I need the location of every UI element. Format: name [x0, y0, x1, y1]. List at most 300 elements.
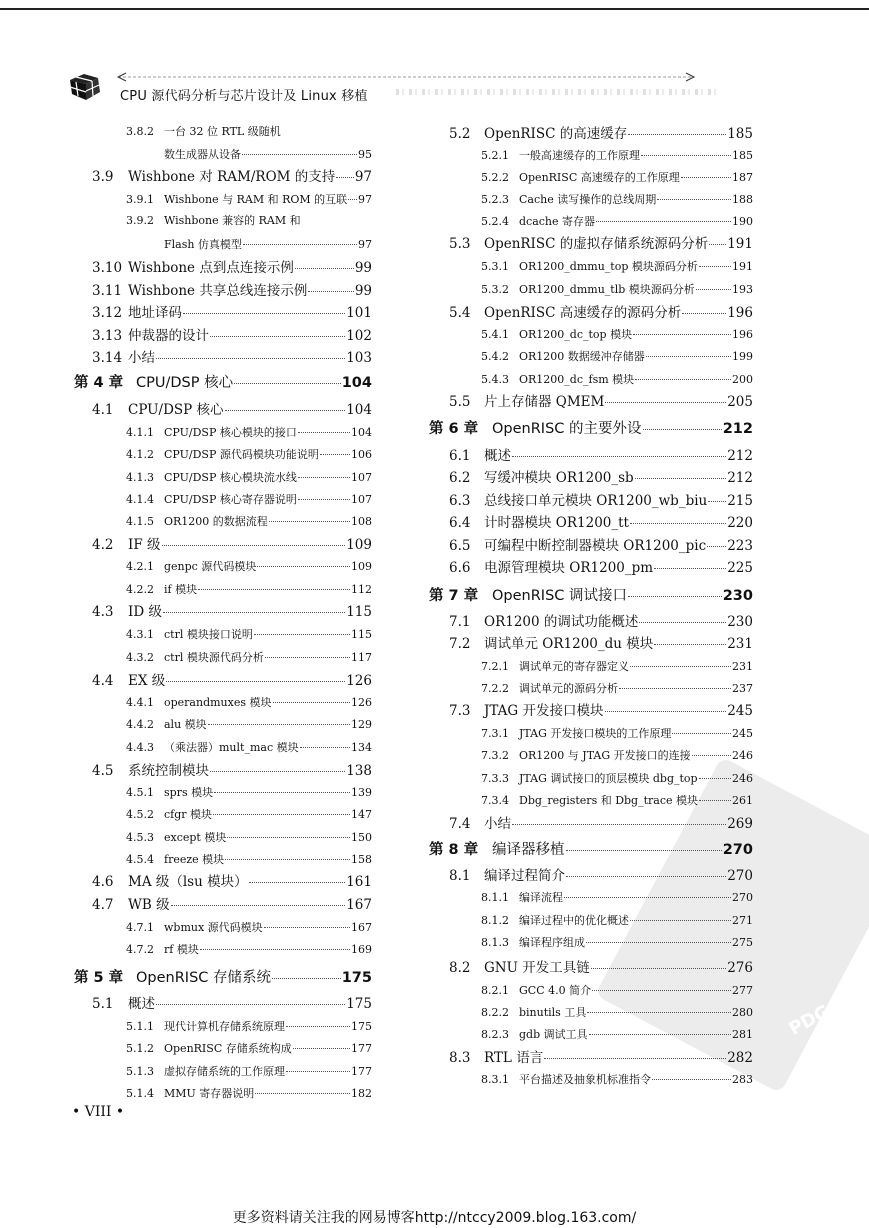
toc-title: EX 级: [128, 673, 166, 689]
toc-number: 5.1.1: [126, 1020, 154, 1033]
toc-page-number: 139: [351, 786, 372, 799]
toc-entry: [92, 352, 372, 366]
toc-title: sprs 模块: [164, 786, 214, 799]
toc-number: 6.5: [449, 538, 471, 554]
toc-page-number: 246: [732, 772, 753, 785]
toc-number: 4.1.2: [126, 448, 154, 461]
toc-page-number: 230: [722, 588, 753, 604]
toc-entry: [126, 697, 372, 708]
toc-page-number: 277: [732, 984, 753, 997]
toc-number: 3.9.2: [126, 214, 154, 227]
toc-number: 5.4.3: [481, 373, 509, 386]
dot-leader: [163, 612, 345, 613]
toc-number: 5.3: [449, 236, 471, 252]
toc-title: 编译过程简介: [484, 868, 565, 884]
toc-entry: [126, 652, 372, 663]
cube-logo-icon: [66, 68, 106, 102]
toc-title: if 模块: [164, 583, 198, 596]
toc-number: 8.1.2: [481, 914, 509, 927]
toc-page-number: 177: [351, 1065, 372, 1078]
toc-page-number: 196: [727, 305, 753, 321]
toc-page-number: 185: [727, 126, 753, 142]
toc-entry: [449, 307, 753, 321]
toc-page-number: 261: [732, 794, 753, 807]
dot-leader: [255, 1093, 350, 1094]
dot-leader: [234, 383, 341, 384]
toc-title: 调试单元 OR1200_du 模块: [484, 636, 654, 652]
toc-number: 4.4.2: [126, 718, 154, 731]
dot-leader: [605, 711, 727, 712]
toc-entry: [481, 261, 753, 272]
toc-page-number: 190: [732, 215, 753, 228]
toc-page-number: 271: [732, 914, 753, 927]
dot-leader: [633, 334, 731, 335]
toc-number: 4.1: [92, 402, 114, 418]
dot-leader: [298, 432, 350, 433]
toc-title: OR1200 与 JTAG 开发接口的连接: [519, 749, 691, 762]
toc-entry: [429, 422, 753, 437]
toc-entry: [481, 172, 753, 183]
toc-title: 编译器移植: [492, 842, 565, 858]
toc-number: 4.7: [92, 897, 114, 913]
toc-number: 5.4.2: [481, 350, 509, 363]
toc-number: 8.1: [449, 868, 471, 884]
toc-entry: [126, 944, 372, 955]
toc-entry: [92, 404, 372, 418]
toc-page-number: 191: [727, 236, 753, 252]
toc-entry: [449, 818, 753, 832]
dot-leader: [566, 850, 722, 851]
toc-page-number: 104: [341, 375, 372, 391]
toc-title: MA 级（lsu 模块）: [128, 874, 248, 890]
toc-title: alu 模块: [164, 718, 207, 731]
dot-leader: [699, 266, 731, 267]
toc-title: OpenRISC 的高速缓存: [484, 126, 628, 142]
toc-title: OpenRISC 高速缓存的源码分析: [484, 305, 682, 321]
toc-title: OpenRISC 存储系统: [136, 970, 272, 986]
toc-entry: [92, 262, 372, 276]
dot-leader: [286, 1071, 350, 1072]
watermark-text: PDG: [785, 1001, 834, 1040]
toc-number: 4.5: [92, 763, 114, 779]
toc-entry: [126, 629, 372, 640]
toc-title: Wishbone 兼容的 RAM 和: [164, 214, 301, 227]
toc-number: 第 4 章: [74, 375, 124, 391]
toc-entry: [481, 683, 753, 694]
toc-number: 7.3.1: [481, 727, 509, 740]
toc-title: OR1200 数据缓冲存储器: [519, 350, 645, 363]
toc-entry: [92, 998, 372, 1012]
toc-number: 5.2.2: [481, 171, 509, 184]
toc-page-number: 115: [351, 628, 372, 641]
dot-leader: [300, 747, 350, 748]
toc-page-number: 104: [351, 426, 372, 439]
toc-title: OR1200_dc_fsm 模块: [519, 373, 635, 386]
toc-entry: [481, 150, 753, 161]
toc-number: 4.1.1: [126, 426, 154, 439]
toc-number: 8.3.1: [481, 1073, 509, 1086]
toc-entry: [481, 1007, 753, 1018]
toc-number: 7.1: [449, 614, 471, 630]
toc-number: 4.5.3: [126, 831, 154, 844]
toc-page-number: 161: [346, 874, 372, 890]
toc-number: 7.2: [449, 636, 471, 652]
toc-entry: [449, 705, 753, 719]
toc-page-number: 95: [358, 148, 372, 161]
dot-leader: [242, 154, 357, 155]
toc-page-number: 126: [346, 673, 372, 689]
toc-entry: [481, 985, 753, 996]
dot-leader: [628, 596, 722, 597]
toc-title: 调试单元的寄存器定义: [519, 660, 629, 673]
toc-entry: [126, 516, 372, 527]
toc-number: 4.4.3: [126, 741, 154, 754]
toc-number: 8.2.3: [481, 1028, 509, 1041]
toc-number: 3.13: [92, 328, 123, 344]
dot-leader: [254, 634, 350, 635]
toc-title: 概述: [128, 996, 155, 1012]
toc-title: OR1200_dmmu_tlb 模块源码分析: [519, 283, 695, 296]
toc-page-number: 237: [732, 682, 753, 695]
toc-page-number: 107: [351, 471, 372, 484]
toc-entry: [481, 1029, 753, 1040]
toc-number: 6.1: [449, 448, 471, 464]
toc-entry: [126, 719, 372, 730]
dot-leader: [298, 477, 350, 478]
toc-entry: [449, 1052, 753, 1066]
dot-leader: [171, 905, 346, 906]
toc-number: 3.11: [92, 283, 123, 299]
dot-leader: [210, 771, 345, 772]
toc-entry: [126, 1043, 372, 1054]
dot-leader: [635, 379, 731, 380]
toc-entry: [449, 495, 753, 509]
toc-page-number: 109: [346, 537, 372, 553]
toc-page-number: 107: [351, 493, 372, 506]
toc-title: 一般高速缓存的工作原理: [519, 149, 640, 162]
toc-number: 5.4.1: [481, 328, 509, 341]
toc-entry: [449, 517, 753, 531]
toc-page-number: 246: [732, 749, 753, 762]
toc-number: 第 8 章: [429, 842, 479, 858]
toc-title: CPU/DSP 核心模块的接口: [164, 426, 297, 439]
dot-leader: [605, 402, 726, 403]
toc-title: Dbg_registers 和 Dbg_trace 模块: [519, 794, 699, 807]
toc-entry: [126, 472, 372, 483]
toc-entry: [481, 795, 753, 806]
toc-page-number: 182: [351, 1087, 372, 1100]
toc-title: cfgr 模块: [164, 808, 213, 821]
toc-title: Wishbone 点到点连接示例: [128, 260, 294, 276]
dot-leader: [641, 155, 731, 156]
toc-title: CPU/DSP 核心模块流水线: [164, 471, 297, 484]
dot-leader: [298, 499, 350, 500]
toc-title: OpenRISC 的虚拟存储系统源码分析: [484, 236, 709, 252]
dot-leader: [156, 358, 345, 359]
toc-title: WB 级: [128, 897, 170, 913]
toc-page-number: 158: [351, 853, 372, 866]
toc-number: 4.1.4: [126, 493, 154, 506]
toc-page-number: 283: [732, 1073, 753, 1086]
dot-leader: [566, 876, 726, 877]
toc-page-number: 106: [351, 448, 372, 461]
toc-entry: [92, 285, 372, 299]
toc-title: ctrl 模块接口说明: [164, 628, 253, 641]
toc-title: IF 级: [128, 537, 161, 553]
toc-entry: [126, 561, 372, 572]
toc-number: 7.3.2: [481, 749, 509, 762]
toc-title: operandmuxes 模块: [164, 696, 272, 709]
toc-page-number: 212: [727, 470, 753, 486]
toc-title: genpc 源代码模块: [164, 560, 257, 573]
toc-number: 6.3: [449, 493, 471, 509]
toc-page-number: 175: [351, 1020, 372, 1033]
toc-number: 6.2: [449, 470, 471, 486]
toc-page-number: 223: [727, 538, 753, 554]
dot-leader: [692, 755, 731, 756]
dot-leader: [286, 1026, 350, 1027]
toc-page-number: 109: [351, 560, 372, 573]
dot-leader: [654, 644, 726, 645]
dot-leader: [589, 1034, 731, 1035]
toc-page-number: 212: [727, 448, 753, 464]
toc-number: 7.2.2: [481, 682, 509, 695]
dot-leader: [646, 356, 731, 357]
toc-entry: [481, 216, 753, 227]
toc-title: CPU/DSP 核心: [128, 402, 224, 418]
toc-number: 8.2.2: [481, 1006, 509, 1019]
toc-page-number: 147: [351, 808, 372, 821]
dot-leader: [512, 824, 726, 825]
dot-leader: [654, 568, 726, 569]
toc-page-number: 188: [732, 193, 753, 206]
toc-title: GCC 4.0 简介: [519, 984, 592, 997]
toc-page-number: 196: [732, 328, 753, 341]
dot-leader: [183, 313, 345, 314]
toc-page-number: 270: [732, 891, 753, 904]
toc-number: 5.2.4: [481, 215, 509, 228]
toc-entry: [74, 971, 372, 986]
toc-title: 现代计算机存储系统原理: [164, 1020, 285, 1033]
dot-leader: [586, 942, 731, 943]
toc-number: 3.10: [92, 260, 123, 276]
toc-entry: [126, 215, 372, 226]
toc-entry: [164, 149, 372, 160]
toc-number: 4.1.5: [126, 515, 154, 528]
dot-leader: [707, 546, 726, 547]
toc-title: 小结: [128, 350, 155, 366]
toc-entry: [481, 773, 753, 784]
dot-leader: [657, 199, 731, 200]
dot-leader: [348, 199, 357, 200]
toc-entry: [92, 765, 372, 779]
toc-title: 概述: [484, 448, 511, 464]
running-header-title: CPU 源代码分析与芯片设计及 Linux 移植: [120, 89, 368, 104]
toc-number: 3.9.1: [126, 193, 154, 206]
toc-page-number: 225: [727, 560, 753, 576]
toc-number: 8.1.3: [481, 936, 509, 949]
toc-page-number: 102: [346, 328, 372, 344]
toc-page-number: 138: [346, 763, 372, 779]
dot-leader: [672, 733, 731, 734]
toc-title: wbmux 源代码模块: [164, 921, 263, 934]
toc-page-number: 97: [358, 193, 372, 206]
toc-page-number: 134: [351, 741, 372, 754]
toc-number: 7.2.1: [481, 660, 509, 673]
toc-entry: [126, 787, 372, 798]
dot-leader: [257, 566, 350, 567]
toc-page-number: 270: [727, 868, 753, 884]
toc-entry: [126, 742, 372, 753]
toc-page-number: 200: [732, 373, 753, 386]
top-rule: [0, 8, 869, 10]
toc-page-number: 231: [732, 660, 753, 673]
toc-title: 片上存储器 QMEM: [484, 394, 605, 410]
dot-leader: [512, 456, 726, 457]
toc-number: 5.3.1: [481, 260, 509, 273]
toc-page-number: 97: [358, 238, 372, 251]
toc-number: 4.1.3: [126, 471, 154, 484]
dot-leader: [635, 478, 727, 479]
toc-entry: [92, 539, 372, 553]
toc-title: CPU/DSP 源代码模块功能说明: [164, 448, 319, 461]
dot-leader: [208, 724, 350, 725]
toc-title: ID 级: [128, 604, 162, 620]
dot-leader: [619, 688, 731, 689]
toc-page-number: 126: [351, 696, 372, 709]
header-arrow-rule: [116, 72, 696, 82]
toc-title: CPU/DSP 核心寄存器说明: [164, 493, 297, 506]
dot-leader: [264, 927, 350, 928]
dot-leader: [592, 990, 731, 991]
dot-leader: [696, 289, 731, 290]
dot-leader: [320, 454, 350, 455]
toc-number: 5.1.4: [126, 1087, 154, 1100]
toc-page-number: 177: [351, 1042, 372, 1055]
dot-leader: [699, 778, 731, 779]
toc-entry: [126, 1066, 372, 1077]
toc-page-number: 169: [351, 943, 372, 956]
toc-entry: [449, 238, 753, 252]
toc-number: 4.4.1: [126, 696, 154, 709]
toc-number: 4.2.1: [126, 560, 154, 573]
toc-title: JTAG 开发接口模块的工作原理: [519, 727, 672, 740]
toc-page-number: 275: [732, 936, 753, 949]
toc-entry: [126, 1021, 372, 1032]
dot-leader: [628, 134, 726, 135]
dot-leader: [210, 336, 345, 337]
dot-leader: [681, 177, 731, 178]
toc-number: 第 7 章: [429, 588, 479, 604]
toc-number: 8.2.1: [481, 984, 509, 997]
toc-page-number: 175: [346, 996, 372, 1012]
dot-leader: [699, 800, 731, 801]
toc-page-number: 150: [351, 831, 372, 844]
toc-page-number: 191: [732, 260, 753, 273]
toc-title: OpenRISC 存储系统构成: [164, 1042, 292, 1055]
toc-number: 4.2: [92, 537, 114, 553]
toc-title: OR1200 的调试功能概述: [484, 614, 639, 630]
toc-number: 第 6 章: [429, 421, 479, 437]
dot-leader: [544, 1058, 726, 1059]
toc-page-number: 99: [354, 260, 372, 276]
toc-title: Wishbone 对 RAM/ROM 的支持: [128, 169, 336, 185]
toc-title: 虚拟存储系统的工作原理: [164, 1065, 285, 1078]
dot-leader: [295, 268, 354, 269]
toc-entry: [429, 843, 753, 858]
toc-entry: [449, 616, 753, 630]
toc-page-number: 282: [727, 1050, 753, 1066]
toc-number: 4.3.1: [126, 628, 154, 641]
toc-entry: [481, 728, 753, 739]
toc-title: freeze 模块: [164, 853, 225, 866]
toc-page-number: 230: [727, 614, 753, 630]
toc-page-number: 245: [732, 727, 753, 740]
toc-title: 编译程序组成: [519, 936, 585, 949]
toc-page-number: 276: [727, 960, 753, 976]
toc-title: ctrl 模块源代码分析: [164, 651, 264, 664]
toc-number: 7.3.3: [481, 772, 509, 785]
toc-entry: [126, 854, 372, 865]
dot-leader: [564, 897, 731, 898]
dot-leader: [336, 177, 354, 178]
toc-number: 7.3: [449, 703, 471, 719]
toc-entry: [92, 330, 372, 344]
dot-leader: [708, 501, 726, 502]
toc-title: 写缓冲模块 OR1200_sb: [484, 470, 634, 486]
toc-title: binutils 工具: [519, 1006, 587, 1019]
toc-page-number: 193: [732, 283, 753, 296]
toc-page-number: 167: [346, 897, 372, 913]
dot-leader: [591, 968, 726, 969]
toc-number: 5.3.2: [481, 283, 509, 296]
dot-leader: [308, 291, 353, 292]
dot-leader: [214, 792, 350, 793]
toc-title: 编译流程: [519, 891, 563, 904]
toc-title: dcache 寄存器: [519, 215, 596, 228]
toc-page-number: 281: [732, 1028, 753, 1041]
toc-page-number: 205: [727, 394, 753, 410]
dot-leader: [630, 666, 731, 667]
toc-title: 仲裁器的设计: [128, 328, 209, 344]
toc-entry: [481, 374, 753, 385]
toc-number: 8.2: [449, 960, 471, 976]
toc-entry: [126, 584, 372, 595]
toc-entry: [126, 427, 372, 438]
toc-entry: [481, 351, 753, 362]
toc-entry: [164, 239, 372, 250]
toc-title: OR1200 的数据流程: [164, 515, 268, 528]
toc-number: 5.4: [449, 305, 471, 321]
toc-page-number: 97: [354, 169, 372, 185]
toc-title: gdb 调试工具: [519, 1028, 588, 1041]
toc-number: 8.3: [449, 1050, 471, 1066]
toc-entry: [481, 661, 753, 672]
toc-number: 5.2.1: [481, 149, 509, 162]
toc-title: 小结: [484, 816, 511, 832]
toc-title: 一台 32 位 RTL 级随机: [164, 125, 281, 138]
toc-title: Wishbone 共享总线连接示例: [128, 283, 308, 299]
dot-leader: [709, 244, 726, 245]
dot-leader: [198, 589, 350, 590]
toc-page-number: 269: [727, 816, 753, 832]
toc-number: 3.12: [92, 305, 123, 321]
toc-title: 地址译码: [128, 305, 182, 321]
dot-leader: [587, 1012, 731, 1013]
toc-entry: [481, 892, 753, 903]
header-texture: [396, 89, 716, 95]
toc-entry: [481, 750, 753, 761]
